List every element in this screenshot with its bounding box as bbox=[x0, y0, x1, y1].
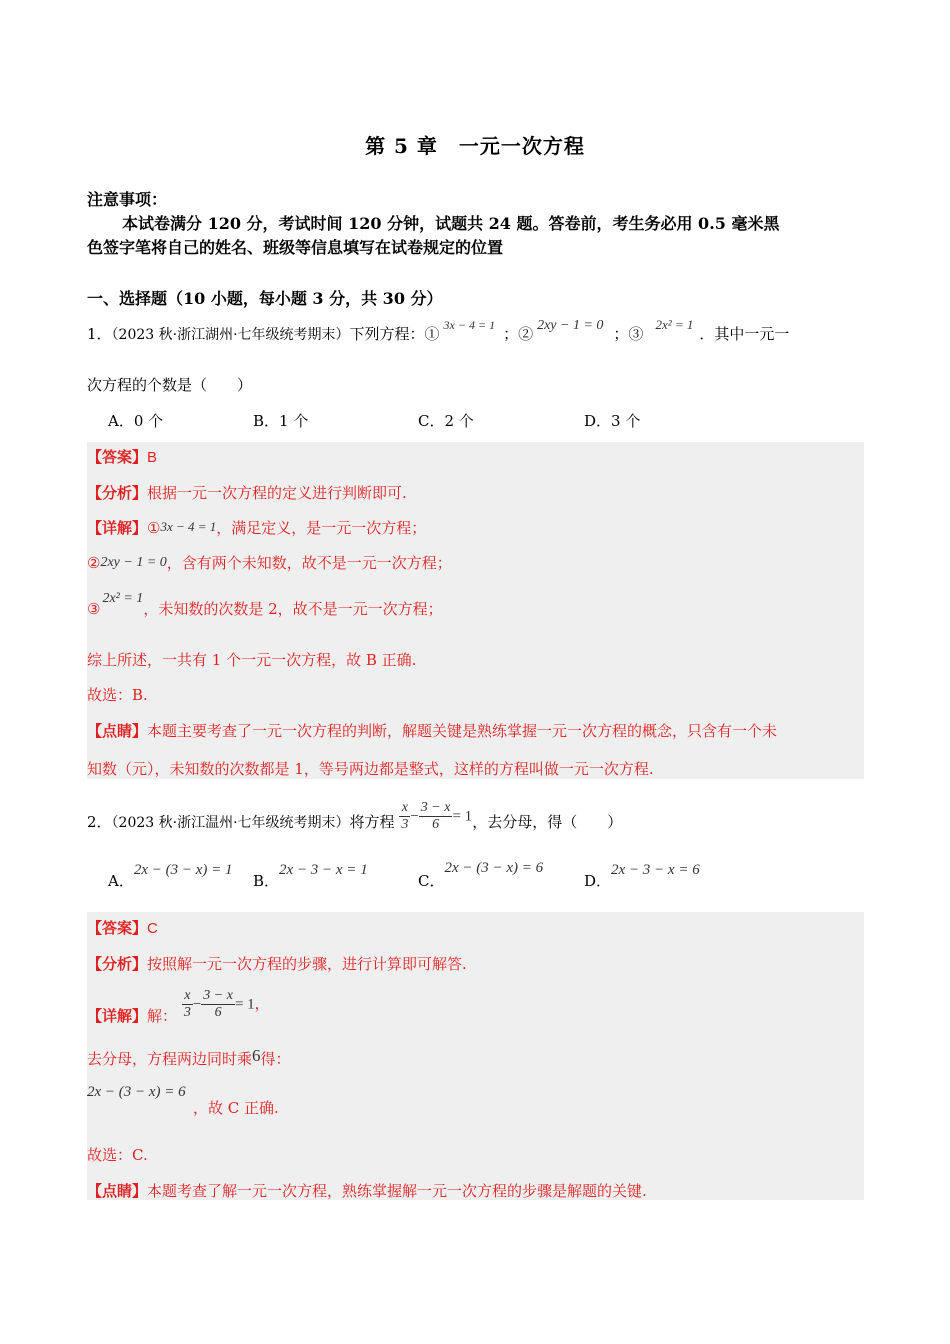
section-heading: 一、选择题（10 小题，每小题 3 分，共 30 分） bbox=[87, 289, 443, 308]
q1-choose: 故选：B. bbox=[87, 686, 148, 704]
comment-tag: 【点睛】 bbox=[87, 722, 148, 740]
fraction-2-denominator: 6 bbox=[432, 817, 440, 832]
q2-detail-rhs: = 1 bbox=[234, 996, 255, 1013]
q2-result-text: ，故 C 正确. bbox=[193, 1099, 279, 1117]
notice-line-1: 本试卷满分 120 分，考试时间 120 分钟，试题共 24 题。答卷前，考生务必用 0.5 毫米黑 bbox=[122, 214, 780, 233]
option-c-label: C． bbox=[418, 872, 445, 890]
q2-option-b bbox=[253, 858, 368, 890]
q2-option-d bbox=[584, 858, 700, 890]
q2-fraction-2 bbox=[419, 800, 453, 833]
page-title: 第 5 章 一元一次方程 bbox=[365, 134, 585, 158]
q1-option-d: D．3 个 bbox=[584, 412, 641, 430]
q1-analysis bbox=[87, 482, 407, 503]
option-d-label: D． bbox=[584, 872, 612, 890]
q1-answer bbox=[87, 446, 157, 467]
q1-eq-2: 2xy − 1 = 0 bbox=[537, 318, 604, 333]
analysis-tag: 【分析】 bbox=[87, 955, 148, 973]
q1-eq-3: 2x² = 1 bbox=[655, 317, 694, 332]
q1-eq-1: 3x − 4 = 1 bbox=[443, 318, 496, 332]
answer-tag: 【答案】 bbox=[87, 448, 148, 466]
step-1-number: 6 bbox=[252, 1046, 261, 1065]
detail-3-marker: ③ bbox=[87, 600, 101, 618]
option-d-eq: 2x − 3 − x = 6 bbox=[611, 862, 700, 878]
q1-option-b: B．1 个 bbox=[253, 412, 309, 430]
q2-detail-minus: − bbox=[192, 996, 202, 1013]
q2-detail-fraction-1 bbox=[182, 988, 193, 1021]
fraction-1-numerator: x bbox=[182, 988, 193, 1005]
q2-option-c bbox=[418, 856, 544, 890]
q2-stem-text: 将方程 bbox=[349, 812, 395, 831]
answer-value: C bbox=[147, 920, 158, 937]
option-b-label: B． bbox=[253, 872, 280, 890]
q2-result bbox=[87, 1082, 186, 1101]
q1-comment-1 bbox=[87, 720, 777, 741]
q2-fraction-1 bbox=[399, 800, 410, 833]
detail-1-eq: 3x − 4 = 1 bbox=[160, 519, 217, 534]
answer-tag: 【答案】 bbox=[87, 919, 148, 937]
option-b-eq: 2x − 3 − x = 1 bbox=[279, 862, 368, 878]
fraction-1-denominator: 3 bbox=[183, 1005, 191, 1020]
detail-lead: 解： bbox=[147, 1006, 178, 1025]
answer-value: B bbox=[147, 449, 158, 466]
option-a-label: A． bbox=[108, 872, 134, 890]
comment-text: 本题考查了解一元一次方程，熟练掌握解一元一次方程的步骤是解题的关键. bbox=[147, 1182, 647, 1200]
fraction-2-numerator: 3 − x bbox=[420, 800, 451, 815]
notice-line-2: 色签字笔将自己的姓名、班级等信息填写在试卷规定的位置 bbox=[87, 238, 504, 257]
q1-detail-1 bbox=[87, 517, 426, 538]
analysis-text: 根据一元一次方程的定义进行判断即可. bbox=[147, 484, 407, 502]
comment-tag: 【点睛】 bbox=[87, 1182, 148, 1200]
detail-1-marker: ① bbox=[147, 519, 161, 537]
comment-text-1: 本题主要考查了一元一次方程的判断，解题关键是熟练掌握一元一次方程的概念，只含有一个未 bbox=[147, 722, 778, 740]
q1-stem bbox=[87, 317, 790, 344]
detail-2-eq: 2xy − 1 = 0 bbox=[100, 555, 167, 570]
q2-rhs: = 1 bbox=[452, 808, 473, 825]
q1-stem-end: ．其中一元一 bbox=[699, 325, 790, 343]
option-c-eq: 2x − (3 − x) = 6 bbox=[444, 860, 544, 876]
detail-3-text: ，未知数的次数是 2，故不是一元一次方程； bbox=[143, 600, 443, 618]
q2-number: 2． bbox=[87, 812, 112, 831]
q1-detail-2 bbox=[87, 552, 452, 573]
step-1-text: 去分母，方程两边同时乘 bbox=[87, 1050, 253, 1068]
analysis-tag: 【分析】 bbox=[87, 484, 148, 502]
q2-comment bbox=[87, 1180, 647, 1201]
q2-stem bbox=[87, 800, 622, 833]
fraction-1-numerator: x bbox=[399, 800, 410, 817]
result-eq: 2x − (3 − x) = 6 bbox=[87, 1084, 186, 1100]
detail-tag: 【详解】 bbox=[87, 1006, 148, 1025]
q1-option-a: A．0 个 bbox=[108, 412, 164, 430]
detail-after: ， bbox=[254, 994, 270, 1013]
q1-number: 1． bbox=[87, 325, 112, 343]
fraction-1-denominator: 3 bbox=[401, 817, 409, 832]
fraction-2-denominator: 6 bbox=[214, 1005, 222, 1020]
q1-summary: 综上所述，一共有 1 个一元一次方程，故 B 正确. bbox=[87, 651, 417, 669]
q2-step-1 bbox=[87, 1048, 291, 1069]
q1-source: （2023 秋·浙江湖州·七年级统考期末） bbox=[111, 327, 350, 343]
q1-detail-3 bbox=[87, 591, 443, 619]
q2-detail bbox=[87, 988, 270, 1025]
detail-2-marker: ② bbox=[87, 554, 101, 572]
step-1-end: 得： bbox=[260, 1050, 291, 1068]
notice-heading: 注意事项： bbox=[87, 190, 168, 209]
q1-sep-2: ；② bbox=[503, 325, 534, 343]
detail-2-text: ，含有两个未知数，故不是一元一次方程； bbox=[166, 554, 452, 572]
q1-stem-text: 下列方程：① bbox=[349, 325, 440, 343]
analysis-text: 按照解一元一次方程的步骤，进行计算即可解答. bbox=[147, 955, 467, 973]
detail-tag: 【详解】 bbox=[87, 519, 148, 537]
detail-3-eq: 2x² = 1 bbox=[102, 591, 144, 606]
q2-source: （2023 秋·浙江温州·七年级统考期末） bbox=[111, 814, 350, 831]
q2-minus: − bbox=[410, 808, 419, 825]
q2-choose: 故选：C. bbox=[87, 1146, 148, 1164]
q2-analysis bbox=[87, 953, 467, 974]
q1-option-c: C．2 个 bbox=[418, 412, 474, 430]
detail-1-text: ，满足定义，是一元一次方程； bbox=[216, 519, 427, 537]
q1-stem-line-2: 次方程的个数是（ ） bbox=[87, 376, 253, 394]
option-a-eq: 2x − (3 − x) = 1 bbox=[133, 862, 233, 878]
q2-answer bbox=[87, 917, 158, 938]
q1-sep-3: ；③ bbox=[613, 325, 644, 343]
q2-detail-fraction-2 bbox=[201, 988, 235, 1021]
q2-option-a bbox=[108, 858, 233, 890]
q1-comment-2: 知数（元），未知数的次数都是 1，等号两边都是整式，这样的方程叫做一元一次方程. bbox=[87, 760, 654, 778]
q2-stem-end: ，去分母，得（ ） bbox=[472, 812, 623, 831]
fraction-2-numerator: 3 − x bbox=[203, 988, 233, 1003]
